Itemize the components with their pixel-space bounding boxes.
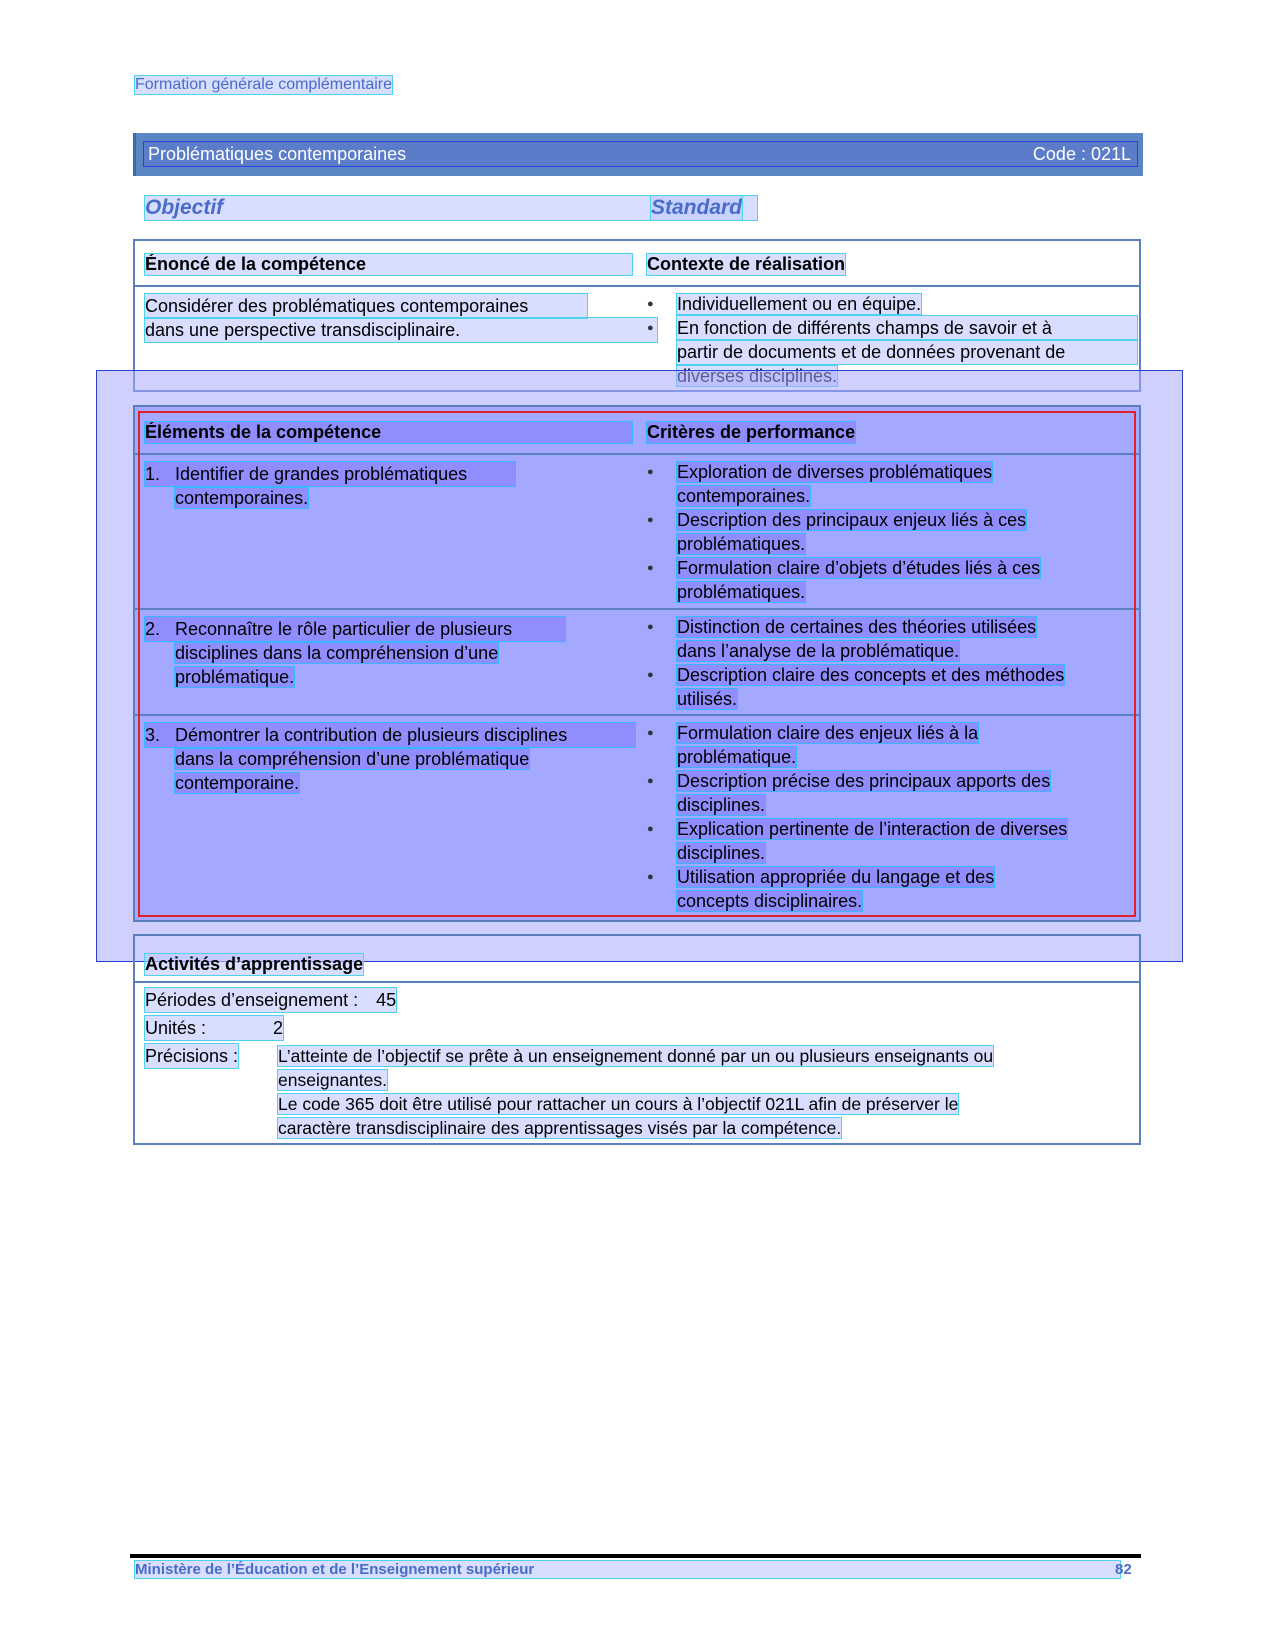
list-item: ● Explication pertinente de l’interaction de diverses disciplines. (647, 817, 1137, 865)
list-item: ● En fonction de différents champs de savoir et à partir de documents et de données provenant de (647, 316, 1137, 388)
objectif-label: Objectif (145, 196, 757, 220)
running-header: Formation générale complémentaire (135, 76, 393, 93)
element-row-3: 3. Démontrer la contribution de plusieurs disciplines dans la compréhension d’une problématique contemporaine. (145, 723, 635, 795)
list-item: ● Utilisation appropriée du langage et des concepts disciplinaires. (647, 865, 1137, 913)
list-item: ● Description claire des concepts et des méthodes utilisés. (647, 663, 1137, 711)
element-row-2: 2. Reconnaître le rôle particulier de plusieurs disciplines dans la compréhension d’une problématique. (145, 617, 635, 689)
list-item: ● Formulation claire d’objets d’études liés à ces problématiques. (647, 556, 1137, 604)
list-item: ● Formulation claire des enjeux liés à la problématique. (647, 721, 1137, 769)
activites-section (133, 934, 1141, 1145)
list-item: ● Exploration de diverses problématiques contemporaines. (647, 460, 1137, 508)
periodes-row: Périodes d’enseignement : 45 (145, 990, 397, 1010)
list-item: ● Description précise des principaux apports des disciplines. (647, 769, 1137, 817)
selection-frame (138, 411, 1136, 917)
activites-header: Activités d’apprentissage (145, 954, 364, 974)
course-title: Problématiques contemporaines (148, 144, 407, 164)
precisions-text: L’atteinte de l’objectif se prête à un enseignement donné par un ou plusieurs enseignants ou enseignantes. Le code 365 doit être utilisé pour rattacher un cours à l’objectif 021L afin de préserver le caractère transdisciplinaire des apprentissages visés par la compétence. (278, 1046, 994, 1138)
page-number: 82 (1115, 1561, 1132, 1578)
title-bar (133, 133, 1143, 176)
unites-row: Unités : 2 (145, 1018, 283, 1038)
precisions-label: Précisions : (145, 1046, 239, 1066)
list-item: ● Description des principaux enjeux liés à ces problématiques. (647, 508, 1137, 556)
footer-ministry: Ministère de l’Éducation et de l’Enseignement supérieur (135, 1561, 1120, 1578)
contexte-header: Contexte de réalisation (647, 254, 846, 274)
list-item: ● Individuellement ou en équipe. (647, 292, 1137, 316)
standard-label: Standard (651, 196, 743, 219)
list-item: ● Distinction de certaines des théories utilisées dans l’analyse de la problématique. (647, 615, 1137, 663)
elements-header: Éléments de la compétence (145, 422, 632, 443)
criteres-header: Critères de performance (647, 422, 856, 442)
enonce-text: Considérer des problématiques contemporaines dans une perspective transdisciplinaire. (145, 294, 657, 342)
enonce-header: Énoncé de la compétence (145, 254, 632, 275)
footer-rule (130, 1554, 1141, 1558)
element-row-1: 1. Identifier de grandes problématiques contemporaines. (145, 462, 635, 510)
course-code: Code : 021L (1032, 144, 1131, 164)
